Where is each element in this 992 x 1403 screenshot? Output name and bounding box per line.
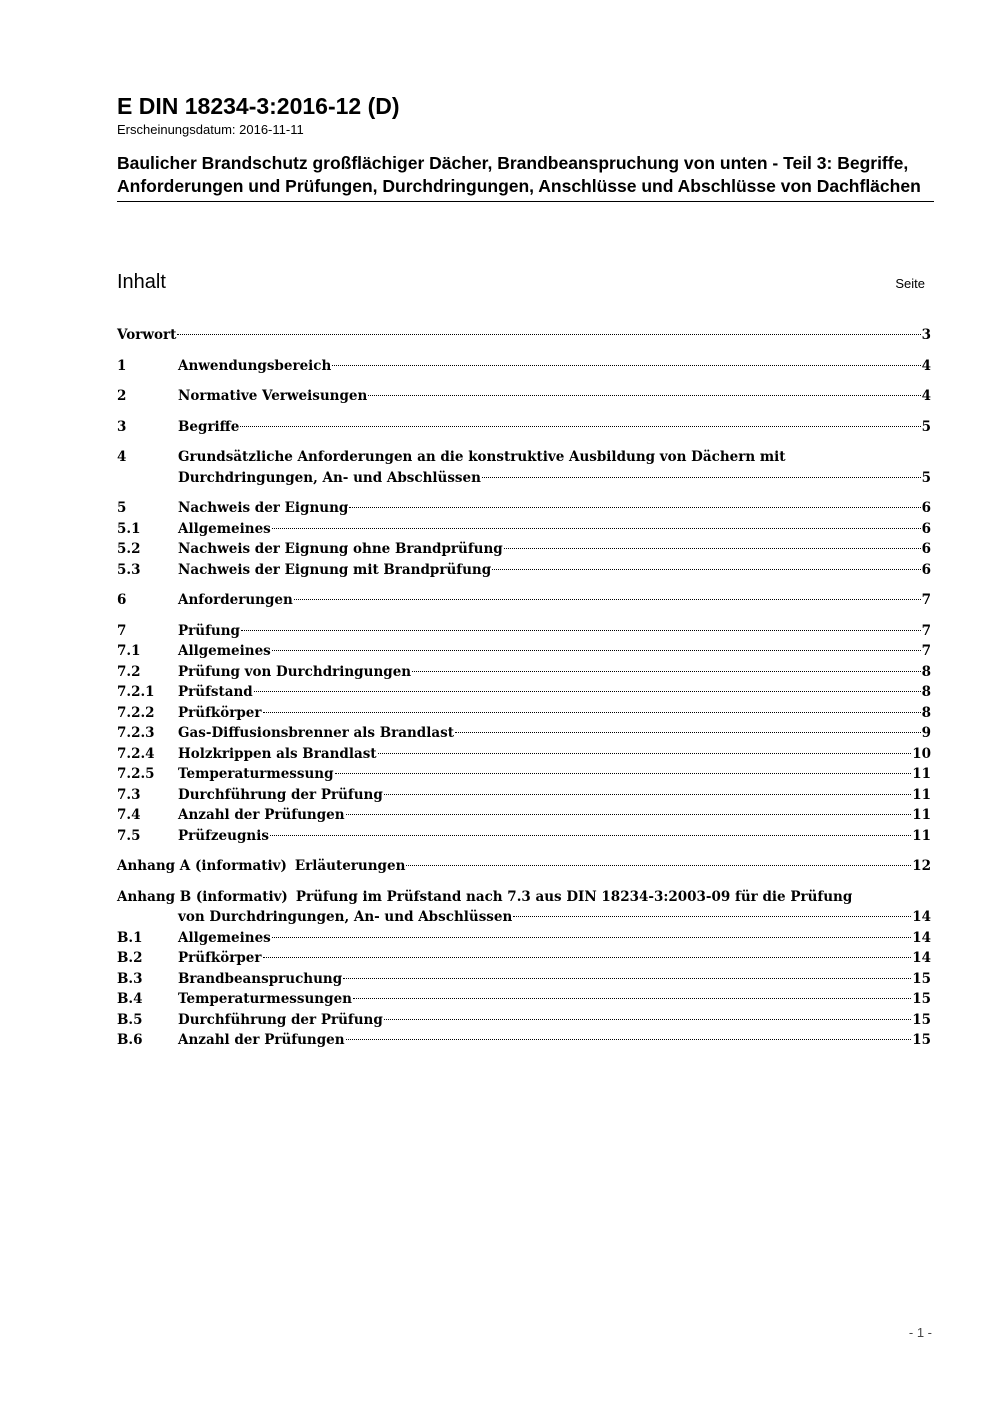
toc-entry-page: 7 [921, 592, 931, 608]
toc-entry-b-5[interactable] [117, 1010, 931, 1031]
toc-leader [384, 794, 911, 795]
toc-entry-number: 6 [117, 592, 127, 608]
toc-entry-page: 15 [912, 970, 931, 987]
toc-entry-4[interactable] [117, 447, 931, 488]
toc-entry-page: 8 [921, 663, 931, 680]
toc-entry-5-3[interactable] [117, 560, 931, 581]
toc-entry-vorwort[interactable] [117, 325, 931, 346]
toc-leader [406, 865, 911, 866]
toc-entry-page: 9 [921, 725, 931, 741]
toc-entry-page: 6 [921, 541, 931, 557]
toc-leader [368, 395, 920, 396]
toc-entry-b-3[interactable] [117, 969, 931, 990]
toc-leader [504, 548, 921, 549]
toc-entry-label: Temperaturmessung [178, 766, 334, 782]
toc-leader [412, 671, 920, 672]
toc-entry-page: 8 [921, 704, 931, 721]
toc-entry-label-continued: Durchdringungen, An- und Abschlüssen [178, 469, 481, 486]
toc-title: Inhalt [117, 271, 166, 293]
toc-entry-label: Allgemeines [178, 643, 271, 659]
toc-entry-1[interactable] [117, 356, 931, 377]
toc-entry-label: Durchführung der Prüfung [178, 1011, 383, 1028]
toc-entry-number: Anhang B (informativ) [117, 888, 288, 905]
toc-entry-page: 12 [912, 858, 931, 874]
toc-entry-page: 3 [921, 327, 931, 343]
toc-entry-label: Prüfung im Prüfstand nach 7.3 aus DIN 18234-3:2003-09 für die Prüfung [295, 888, 853, 905]
toc-entry-page: 15 [912, 1032, 931, 1048]
toc-entry-page: 15 [912, 991, 931, 1007]
toc-entry-label: Durchführung der Prüfung [178, 786, 383, 803]
toc-entry-b-6[interactable] [117, 1030, 931, 1051]
toc-entry-number: 7.3 [117, 786, 141, 803]
toc-entry-label: Anforderungen [178, 592, 293, 608]
table-of-contents [117, 325, 931, 1051]
toc-leader [343, 978, 911, 979]
toc-entry-5[interactable] [117, 498, 931, 519]
toc-entry-page: 5 [921, 469, 931, 486]
toc-entry-label: Nachweis der Eignung ohne Brandprüfung [178, 541, 503, 557]
toc-entry-number: B.4 [117, 991, 143, 1007]
toc-entry-label: Allgemeines [178, 520, 271, 537]
toc-entry-number: 7.4 [117, 807, 141, 823]
toc-leader [241, 630, 921, 631]
toc-entry-number: 4 [117, 449, 127, 465]
toc-entry-number: 7.2.1 [117, 684, 155, 700]
toc-entry-page: 7 [921, 622, 931, 639]
toc-leader [272, 650, 921, 651]
toc-leader [294, 599, 921, 600]
toc-entry-page: 14 [912, 950, 931, 966]
toc-entry-number: 7.2 [117, 663, 141, 680]
toc-entry-page: 8 [921, 684, 931, 700]
toc-entry-number: B.1 [117, 929, 143, 946]
toc-entry-page: 11 [912, 786, 931, 803]
toc-entry-number: 3 [117, 418, 127, 435]
toc-entry-b-4[interactable] [117, 989, 931, 1010]
toc-entry-7-2-3[interactable] [117, 723, 931, 744]
toc-entry-3[interactable] [117, 417, 931, 438]
toc-entry-number: 7 [117, 622, 127, 639]
toc-entry-page: 7 [921, 643, 931, 659]
toc-leader [272, 528, 921, 529]
toc-entry-page: 11 [912, 827, 931, 844]
toc-entry-label: Begriffe [178, 418, 240, 435]
toc-entry-label: Gas-Diffusionsbrenner als Brandlast [178, 725, 454, 741]
toc-leader [240, 426, 920, 427]
toc-entry-page: 5 [921, 418, 931, 435]
toc-entry-7-3[interactable] [117, 785, 931, 806]
toc-entry-number: 7.2.2 [117, 704, 155, 721]
document-title: Baulicher Brandschutz großflächiger Dächer, Brandbeanspruchung von unten - Teil 3: Begriffe, Anforderungen und Prüfungen, Durchdringungen, Anschlüsse und Abschlüsse von Dachflächen [117, 152, 934, 202]
toc-entry-number: 5.2 [117, 541, 141, 557]
toc-heading [117, 268, 927, 298]
toc-entry-label: Nachweis der Eignung [178, 500, 349, 516]
toc-entry-7-2-5[interactable] [117, 764, 931, 785]
toc-entry-page: 4 [921, 357, 931, 374]
toc-entry-label: Anzahl der Prüfungen [178, 807, 345, 823]
toc-entry-page: 11 [912, 807, 931, 823]
toc-entry-label: Erläuterungen [294, 858, 406, 874]
toc-entry-label: Prüfstand [178, 684, 253, 700]
toc-leader [349, 507, 920, 508]
toc-entry-page: 6 [921, 500, 931, 516]
toc-leader [263, 957, 912, 958]
toc-entry-page: 4 [921, 388, 931, 404]
toc-entry-label: Anwendungsbereich [178, 357, 332, 374]
toc-entry-label: Prüfzeugnis [178, 827, 269, 844]
toc-entry-5-1[interactable] [117, 519, 931, 540]
toc-leader [378, 753, 912, 754]
toc-leader [272, 937, 911, 938]
toc-entry-7-2[interactable] [117, 662, 931, 683]
toc-entry-page: 10 [912, 745, 931, 762]
toc-entry-number: 5.3 [117, 561, 141, 578]
toc-entry-number: 7.2.4 [117, 745, 155, 762]
toc-entry-number: 1 [117, 357, 127, 374]
toc-entry-label-continued: von Durchdringungen, An- und Abschlüssen [178, 909, 513, 925]
toc-entry-number: 7.1 [117, 643, 141, 659]
toc-entry-label: Brandbeanspruchung [178, 970, 343, 987]
toc-entry-7-5[interactable] [117, 826, 931, 847]
toc-entry-label: Temperaturmessungen [178, 991, 352, 1007]
toc-entry-number: B.2 [117, 950, 143, 966]
toc-entry-label: Vorwort [117, 327, 177, 343]
page-number: - 1 - [908, 1325, 932, 1340]
toc-entry-number: 7.2.5 [117, 766, 155, 782]
toc-leader [177, 334, 920, 335]
toc-leader [384, 1019, 911, 1020]
toc-entry-label: Prüfkörper [178, 704, 262, 721]
toc-leader [332, 365, 920, 366]
toc-entry-label: Nachweis der Eignung mit Brandprüfung [178, 561, 492, 578]
toc-entry-6[interactable] [117, 590, 931, 611]
toc-entry-7-2-4[interactable] [117, 744, 931, 765]
toc-leader [353, 998, 911, 999]
toc-entry-number: B.6 [117, 1032, 143, 1048]
toc-leader [254, 691, 921, 692]
toc-entry-page: 14 [912, 929, 931, 946]
toc-entry-7-4[interactable] [117, 805, 931, 826]
toc-leader [346, 814, 912, 815]
toc-entry-b-1[interactable] [117, 928, 931, 949]
toc-entry-page: 14 [912, 909, 931, 925]
toc-entry-label: Grundsätzliche Anforderungen an die konstruktive Ausbildung von Dächern mit [178, 449, 786, 465]
toc-entry-page: 15 [912, 1011, 931, 1028]
toc-leader [513, 916, 911, 917]
toc-page-label: Seite [895, 276, 925, 291]
toc-entry-page: 11 [912, 766, 931, 782]
toc-leader [455, 732, 921, 733]
toc-entry-page: 6 [921, 561, 931, 578]
toc-leader [482, 477, 921, 478]
toc-entry-number: B.3 [117, 970, 143, 987]
document-header [117, 92, 934, 202]
publication-date: Erscheinungsdatum: 2016-11-11 [117, 122, 304, 137]
toc-entry-anhang-b[interactable] [117, 887, 931, 928]
toc-entry-label: Prüfkörper [178, 950, 262, 966]
toc-entry-b-2[interactable] [117, 948, 931, 969]
toc-entry-label: Prüfung von Durchdringungen [178, 663, 412, 680]
toc-entry-5-2[interactable] [117, 539, 931, 560]
toc-entry-7-2-2[interactable] [117, 703, 931, 724]
toc-leader [263, 712, 921, 713]
toc-leader [270, 835, 911, 836]
toc-entry-label: Normative Verweisungen [178, 388, 368, 404]
toc-leader [492, 569, 920, 570]
toc-entry-7-1[interactable] [117, 641, 931, 662]
toc-entry-7-2-1[interactable] [117, 682, 931, 703]
toc-entry-number: Anhang A (informativ) [117, 858, 287, 874]
toc-entry-number: 2 [117, 388, 127, 404]
toc-entry-number: 5 [117, 500, 127, 516]
toc-entry-label: Prüfung [178, 622, 240, 639]
toc-entry-number: 5.1 [117, 520, 141, 537]
toc-entry-number: 7.2.3 [117, 725, 155, 741]
toc-entry-anhang-a[interactable] [117, 856, 931, 877]
document-id: E DIN 18234-3:2016-12 (D) [117, 93, 400, 119]
toc-entry-label: Allgemeines [178, 929, 271, 946]
toc-entry-number: 7.5 [117, 827, 141, 844]
toc-entry-7[interactable] [117, 621, 931, 642]
toc-entry-number: B.5 [117, 1011, 143, 1028]
toc-entry-label: Holzkrippen als Brandlast [178, 745, 377, 762]
toc-entry-2[interactable] [117, 386, 931, 407]
toc-entry-page: 6 [921, 520, 931, 537]
toc-entry-label: Anzahl der Prüfungen [178, 1032, 345, 1048]
toc-leader [346, 1039, 912, 1040]
toc-leader [335, 773, 912, 774]
